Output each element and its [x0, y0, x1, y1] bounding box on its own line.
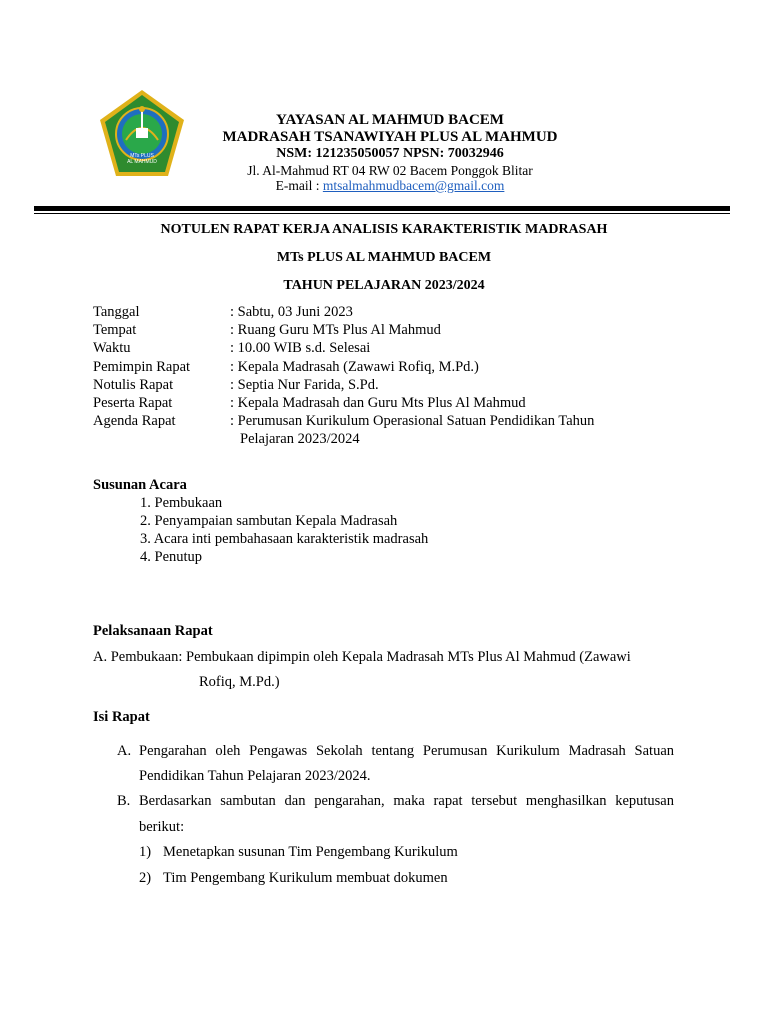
- info-label-peserta: Peserta Rapat: [93, 395, 173, 411]
- info-value-tempat: : Ruang Guru MTs Plus Al Mahmud: [230, 322, 441, 338]
- isi-a-line2: Pendidikan Tahun Pelajaran 2023/2024.: [139, 768, 371, 784]
- info-value-pemimpin: : Kepala Madrasah (Zawawi Rofiq, M.Pd.): [230, 359, 479, 375]
- section-heading-susunan: Susunan Acara: [93, 477, 187, 493]
- school-name: MADRASAH TSANAWIYAH PLUS AL MAHMUD: [222, 129, 558, 145]
- foundation-name: YAYASAN AL MAHMUD BACEM: [276, 112, 504, 128]
- info-label-pemimpin: Pemimpin Rapat: [93, 359, 191, 375]
- info-label-waktu: Waktu: [93, 340, 131, 356]
- school-logo: [96, 88, 188, 180]
- info-label-notulis: Notulis Rapat: [93, 377, 174, 393]
- list-item: 4. Penutup: [140, 549, 203, 565]
- header-divider: [34, 206, 730, 211]
- section-heading-isi: Isi Rapat: [93, 709, 150, 725]
- logo-text-top: MTs PLUS: [130, 153, 154, 159]
- isi-b-marker: B.: [117, 793, 131, 809]
- isi-a-marker: A.: [117, 743, 132, 759]
- info-value-tanggal: : Sabtu, 03 Juni 2023: [230, 304, 353, 320]
- isi-sub-marker-2: 2): [139, 870, 152, 886]
- info-value-agenda: : Perumusan Kurikulum Operasional Satuan Pendidikan Tahun: [230, 413, 595, 429]
- header-divider-thin: [34, 213, 730, 214]
- section-heading-pelaksanaan: Pelaksanaan Rapat: [93, 623, 213, 639]
- document-year: TAHUN PELAJARAN 2023/2024: [283, 278, 485, 293]
- info-label-tanggal: Tanggal: [93, 304, 140, 320]
- info-value-notulis: : Septia Nur Farida, S.Pd.: [230, 377, 379, 393]
- logo-text-bottom: AL MAHMUD: [127, 159, 157, 165]
- info-label-tempat: Tempat: [93, 322, 137, 338]
- document-subtitle: MTs PLUS AL MAHMUD BACEM: [276, 250, 492, 265]
- list-item: 1. Pembukaan: [140, 495, 223, 511]
- school-address: Jl. Al-Mahmud RT 04 RW 02 Bacem Ponggok Blitar: [247, 163, 533, 178]
- pelaksanaan-line2: Rofiq, M.Pd.): [199, 674, 280, 690]
- isi-b-line2: berikut:: [139, 819, 185, 835]
- isi-sub-marker-1: 1): [139, 844, 152, 860]
- info-value-peserta: : Kepala Madrasah dan Guru Mts Plus Al Mahmud: [230, 395, 526, 411]
- email-link[interactable]: mtsalmahmudbacem@gmail.com: [322, 178, 505, 193]
- email-label: E-mail :: [275, 178, 323, 193]
- school-ids: NSM: 121235050057 NPSN: 70032946: [276, 146, 504, 161]
- email-line: [190, 178, 590, 194]
- list-item: 3. Acara inti pembahasaan karakteristik madrasah: [140, 531, 429, 547]
- isi-sub-item-2: Tim Pengembang Kurikulum membuat dokumen: [163, 870, 448, 886]
- document-title: NOTULEN RAPAT KERJA ANALISIS KARAKTERISTIK MADRASAH: [160, 222, 608, 237]
- isi-sub-item-1: Menetapkan susunan Tim Pengembang Kurikulum: [163, 844, 458, 860]
- info-value-waktu: : 10.00 WIB s.d. Selesai: [230, 340, 371, 356]
- list-item: 2. Penyampaian sambutan Kepala Madrasah: [140, 513, 398, 529]
- pelaksanaan-line1: A. Pembukaan: Pembukaan dipimpin oleh Kepala Madrasah MTs Plus Al Mahmud (Zawawi: [93, 649, 631, 665]
- isi-b-line1: Berdasarkan sambutan dan pengarahan, maka rapat tersebut menghasilkan keputusan: [139, 793, 674, 809]
- info-label-agenda: Agenda Rapat: [93, 413, 176, 429]
- info-value-agenda-cont: Pelajaran 2023/2024: [240, 431, 360, 447]
- isi-a-line1: Pengarahan oleh Pengawas Sekolah tentang Perumusan Kurikulum Madrasah Satuan: [139, 743, 674, 759]
